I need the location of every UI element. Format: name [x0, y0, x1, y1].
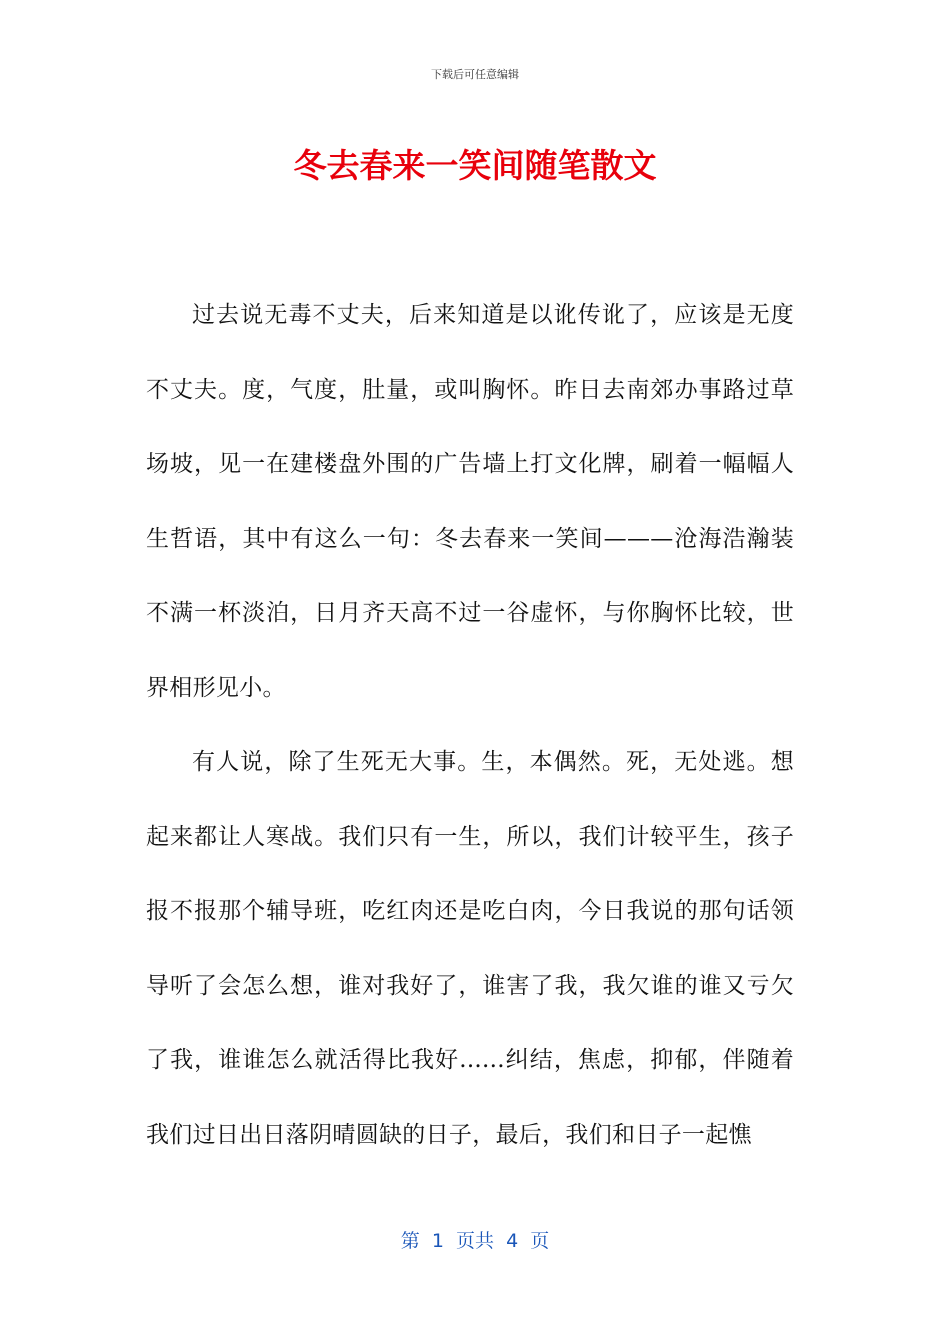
- paragraph-2: 有人说，除了生死无大事。生，本偶然。死，无处逃。想起来都让人寒战。我们只有一生，所以，我们计较平生，孩子报不报那个辅导班，吃红肉还是吃白肉，今日我说的那句话领导听了会怎么想，谁对我好了，谁害了我，我欠谁的谁又亏欠了我，谁谁怎么就活得比我好......纠结，焦虑，抑郁，伴随着我们过日出日落阴晴圆缺的日子，最后，我们和日子一起憔: [146, 749, 794, 1148]
- paragraph-1: 过去说无毒不丈夫，后来知道是以讹传讹了，应该是无度不丈夫。度，气度，肚量，或叫胸怀。昨日去南郊办事路过草场坡，见一在建楼盘外围的广告墙上打文化牌，刷着一幅幅人生哲语，其中有这么一句：冬去春来一笑间———沧海浩瀚装不满一杯淡泊，日月齐天高不过一谷虚怀，与你胸怀比较，世界相形见小。: [146, 302, 794, 701]
- header-note: 下载后可任意编辑: [431, 68, 519, 81]
- document-body: [146, 278, 794, 1172]
- document-title: 冬去春来一笑间随笔散文: [293, 146, 657, 185]
- page-number-footer: 第 1 页共 4 页: [400, 1230, 550, 1252]
